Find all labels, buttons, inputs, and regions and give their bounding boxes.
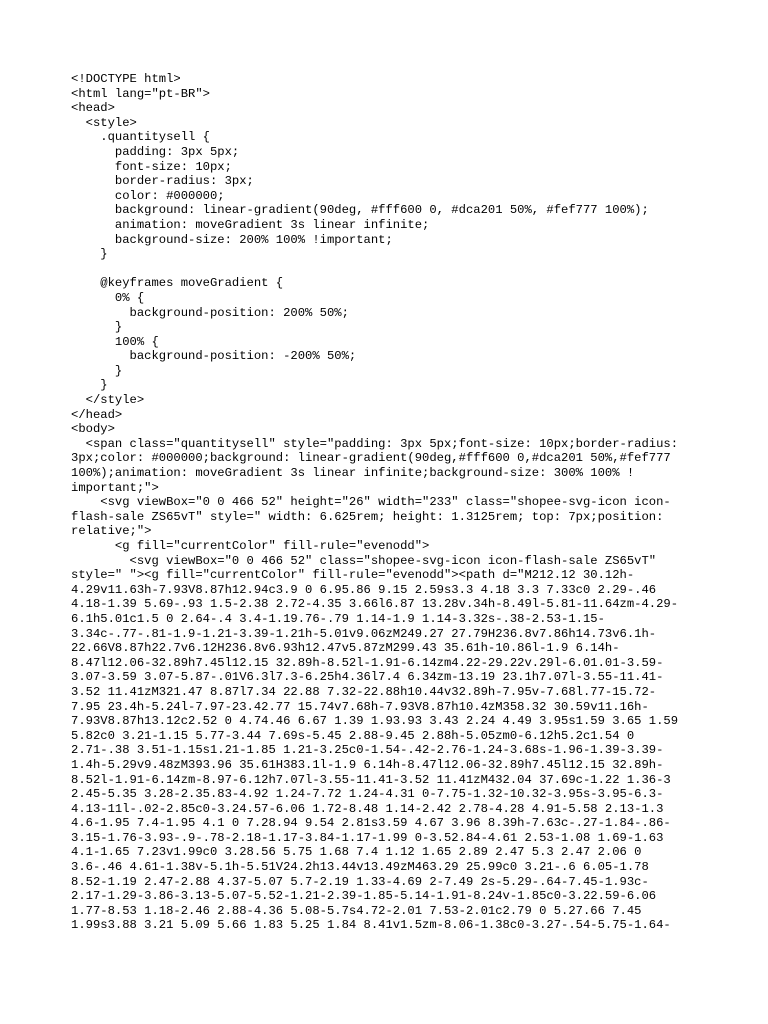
code-line: 3px;color: #000000;background: linear-gradient(90deg,#fff600 0,#dca201 50%,#fef777: [71, 451, 671, 466]
code-line: }: [71, 378, 108, 393]
code-line: 1.77-8.53 1.18-2.46 2.88-4.36 5.08-5.7s4.72-2.01 7.53-2.01c2.79 0 5.27.66 7.45: [71, 903, 642, 918]
code-line: 100% {: [71, 334, 159, 349]
code-line: 7.95 23.4h-5.24l-7.97-23.42.77 15.74v7.68h-7.93V8.87h10.4zM358.32 30.59v11.16h-: [71, 699, 649, 714]
code-line: animation: moveGradient 3s linear infinite;: [71, 217, 430, 232]
code-line: <style>: [71, 115, 137, 130]
code-line: 8.52l-1.91-6.14zm-8.97-6.12h7.07l-3.55-11.41-3.52 11.41zM432.04 37.69c-1.22 1.36-3: [71, 772, 671, 787]
code-line: style=" "><g fill="currentColor" fill-rule="evenodd"><path d="M212.12 30.12h-: [71, 568, 635, 583]
code-line: 7.93V8.87h13.12c2.52 0 4.74.46 6.67 1.39 1.93.93 3.43 2.24 4.49 3.95s1.59 3.65 1.59: [71, 714, 679, 729]
code-listing: [71, 72, 711, 933]
code-line: </style>: [71, 393, 145, 408]
code-line: 8.47l12.06-32.89h7.45l12.15 32.89h-8.52l-1.91-6.14zm4.22-29.22v.29l-6.01.01-3.59-: [71, 655, 664, 670]
code-line: 3.07-3.59 3.07-5.87-.01V6.3l7.3-6.25h4.36l7.4 6.34zm-13.19 23.1h7.07l-3.55-11.41-: [71, 670, 664, 685]
code-line: background-position: -200% 50%;: [71, 349, 357, 364]
code-line: background-position: 200% 50%;: [71, 305, 349, 320]
code-line: border-radius: 3px;: [71, 174, 254, 189]
code-line: 4.29v11.63h-7.93V8.87h12.94c3.9 0 6.95.86 9.15 2.59s3.3 4.18 3.3 7.33c0 2.29-.46: [71, 582, 657, 597]
code-line: 1.99s3.88 3.21 5.09 5.66 1.83 5.25 1.84 8.41v1.5zm-8.06-1.38c0-3.27-.54-5.75-1.64-: [71, 918, 671, 933]
code-line: 0% {: [71, 290, 145, 305]
code-line: relative;">: [71, 524, 152, 539]
code-line: 3.52 11.41zM321.47 8.87l7.34 22.88 7.32-22.88h10.44v32.89h-7.95v-7.68l.77-15.72-: [71, 684, 657, 699]
code-line: 3.15-1.76-3.93-.9-.78-2.18-1.17-3.84-1.17-1.99 0-3.52.84-4.61 2.53-1.08 1.69-1.63: [71, 830, 664, 845]
code-line: 22.66V8.87h22.7v6.12H236.8v6.93h12.47v5.87zM299.43 35.61h-10.86l-1.9 6.14h-: [71, 641, 620, 656]
code-line: <head>: [71, 101, 115, 116]
code-line: <span class="quantitysell" style="padding: 3px 5px;font-size: 10px;border-radius:: [71, 436, 679, 451]
code-line: 3.6-.46 4.61-1.38v-5.1h-5.51V24.2h13.44v13.49zM463.29 25.99c0 3.21-.6 6.05-1.78: [71, 860, 649, 875]
code-line: flash-sale ZS65vT" style=" width: 6.625rem; height: 1.3125rem; top: 7px;position:: [71, 509, 664, 524]
code-line: </head>: [71, 407, 123, 422]
code-line: <html lang="pt-BR">: [71, 86, 210, 101]
code-line: }: [71, 320, 123, 335]
code-line: [71, 262, 711, 277]
code-line: 4.13-11l-.02-2.85c0-3.24.57-6.06 1.72-8.48 1.14-2.42 2.78-4.28 4.91-5.58 2.13-1.3: [71, 801, 664, 816]
code-line: <!DOCTYPE html>: [71, 72, 181, 86]
code-line: 2.17-1.29-3.86-3.13-5.07-5.52-1.21-2.39-1.85-5.14-1.91-8.24v-1.85c0-3.22.59-6.06: [71, 889, 657, 904]
code-line: 3.34c-.77-.81-1.9-1.21-3.39-1.21h-5.01v9.06zM249.27 27.79H236.8v7.86h14.73v6.1h-: [71, 626, 657, 641]
code-line: background: linear-gradient(90deg, #fff600 0, #dca201 50%, #fef777 100%);: [71, 203, 649, 218]
code-line: 6.1h5.01c1.5 0 2.64-.4 3.4-1.19.76-.79 1.14-1.9 1.14-3.32s-.38-2.53-1.15-: [71, 611, 605, 626]
code-line: 8.52-1.19 2.47-2.88 4.37-5.07 5.7-2.19 1.33-4.69 2-7.49 2s-5.29-.64-7.45-1.93c-: [71, 874, 649, 889]
code-line: padding: 3px 5px;: [71, 144, 240, 159]
code-line: 2.71-.38 3.51-1.15s1.21-1.85 1.21-3.25c0-1.54-.42-2.76-1.24-3.68s-1.96-1.39-3.39-: [71, 743, 664, 758]
code-line: background-size: 200% 100% !important;: [71, 232, 393, 247]
code-line: <svg viewBox="0 0 466 52" class="shopee-svg-icon icon-flash-sale ZS65vT": [71, 553, 657, 568]
code-line: important;">: [71, 480, 159, 495]
code-line: <body>: [71, 422, 115, 437]
code-line: <g fill="currentColor" fill-rule="evenodd">: [71, 539, 430, 553]
code-line: <svg viewBox="0 0 466 52" height="26" width="233" class="shopee-svg-icon icon-: [71, 495, 671, 510]
code-line: 4.1-1.65 7.23v1.99c0 3.28.56 5.75 1.68 7.4 1.12 1.65 2.89 2.47 5.3 2.47 2.06 0: [71, 845, 642, 860]
code-line: 1.4h-5.29v9.48zM393.96 35.61H383.1l-1.9 6.14h-8.47l12.06-32.89h7.45l12.15 32.89h-: [71, 757, 664, 772]
code-line: 5.82c0 3.21-1.15 5.77-3.44 7.69s-5.45 2.88-9.45 2.88h-5.05zm0-6.12h5.2c1.54 0: [71, 728, 635, 743]
code-line: 100%);animation: moveGradient 3s linear infinite;background-size: 300% 100% !: [71, 466, 635, 481]
code-line: 4.18-1.39 5.69-.93 1.5-2.38 2.72-4.35 3.66l6.87 13.28v.34h-8.49l-5.81-11.64zm-4.29-: [71, 597, 679, 612]
code-line: 4.6-1.95 7.4-1.95 4.1 0 7.28.94 9.54 2.81s3.59 4.67 3.96 8.39h-7.63c-.27-1.84-.86-: [71, 816, 671, 831]
code-line: .quantitysell {: [71, 130, 210, 145]
code-line: font-size: 10px;: [71, 159, 232, 174]
code-line: }: [71, 363, 123, 378]
code-line: color: #000000;: [71, 188, 225, 203]
code-line: @keyframes moveGradient {: [71, 276, 284, 291]
code-line: }: [71, 247, 108, 262]
code-line: 2.45-5.35 3.28-2.35.83-4.92 1.24-7.72 1.24-4.31 0-7.75-1.32-10.32-3.95s-3.95-6.3-: [71, 787, 664, 802]
